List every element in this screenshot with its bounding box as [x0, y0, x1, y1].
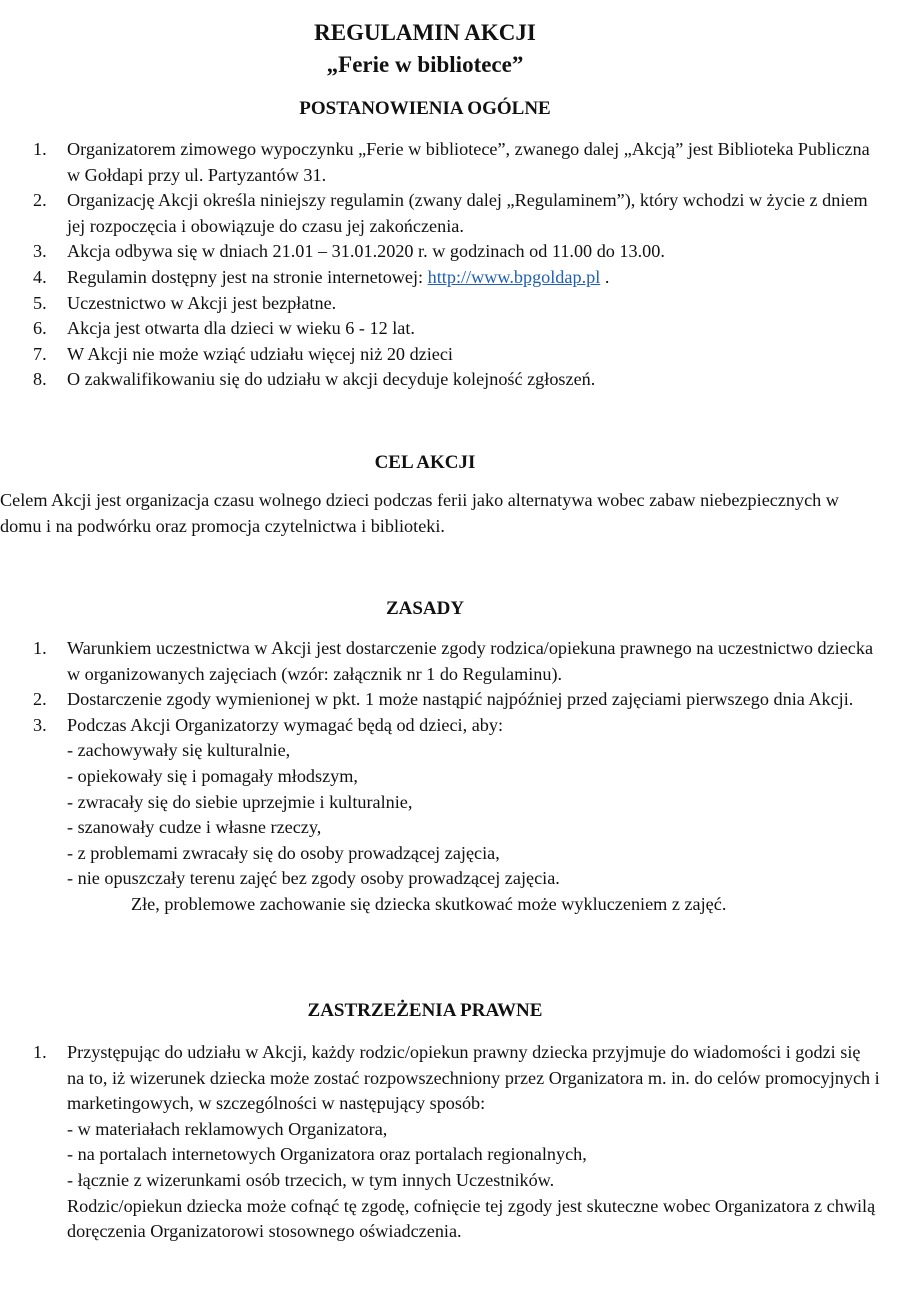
section-heading-rules: ZASADY	[385, 598, 465, 619]
list-item-number: 3.	[33, 714, 47, 735]
general-provisions-list	[0, 137, 880, 393]
list-item-text: Warunkiem uczestnictwa w Akcji jest dostarczenie zgody rodzica/opiekuna prawnego na uczestnictwo dziecka w organizowanych zajęciach (wzór: załącznik nr 1 do Regulaminu).	[67, 638, 874, 684]
list-item-number: 1.	[33, 1042, 47, 1062]
list-item-text: O zakwalifikowaniu się do udziału w akcji decyduje kolejność zgłoszeń.	[67, 369, 596, 390]
document-title-line2: „Ferie w bibliotece”	[326, 52, 524, 77]
sub-list-item: - w materiałach reklamowych Organizatora,	[67, 1118, 388, 1139]
list-item-text: Dostarczenie zgody wymienionej w pkt. 1 może nastąpić najpóźniej przed zajęciami pierwszego dnia Akcji.	[67, 689, 854, 710]
list-item	[0, 316, 880, 342]
list-item	[0, 367, 880, 393]
list-item-text: Akcja odbywa się w dniach 21.01 – 31.01.2020 r. w godzinach od 11.00 do 13.00.	[67, 241, 665, 262]
list-item	[0, 137, 880, 188]
list-item-number: 2.	[33, 689, 47, 710]
list-item-number: 4.	[33, 266, 47, 287]
section-heading-goal: CEL AKCJI	[374, 452, 476, 473]
document-title-line1: REGULAMIN AKCJI	[314, 20, 536, 45]
list-item-text: W Akcji nie może wziąć udziału więcej niż 20 dzieci	[67, 343, 453, 364]
list-item	[0, 239, 880, 265]
list-item-text: Organizację Akcji określa niniejszy regulamin (zwany dalej „Regulaminem”), który wchodzi w życie z dniem jej rozpoczęcia i obowiązuje do czasu jej zakończenia.	[67, 190, 868, 236]
list-item	[0, 636, 880, 687]
website-link[interactable]: http://www.bpgoldap.pl	[427, 266, 601, 287]
list-item-number: 7.	[33, 343, 47, 364]
list-item-number: 3.	[33, 241, 47, 262]
sub-list-item: - na portalach internetowych Organizatora oraz portalach regionalnych,	[67, 1144, 587, 1165]
section-heading-general: POSTANOWIENIA OGÓLNE	[299, 98, 551, 119]
list-item-number: 5.	[33, 292, 47, 313]
goal-paragraph: Celem Akcji jest organizacja czasu wolnego dzieci podczas ferii jako alternatywa wobec zabaw niebezpiecznych w domu i na podwórku oraz promocja czytelnictwa i biblioteki.	[0, 490, 839, 536]
sub-list-item: - nie opuszczały terenu zajęć bez zgody osoby prowadzącej zajęcia.	[67, 868, 560, 889]
list-item-text-prefix: Regulamin dostępny jest na stronie internetowej:	[67, 266, 428, 287]
list-item	[0, 265, 880, 291]
list-item-text: Przystępując do udziału w Akcji, każdy rodzic/opiekun prawny dziecka przyjmuje do wiadomości i godzi się na to, iż wizerunek dziecka może zostać rozpowszechniony przez Organizatora m. in. do celów promocyjnych i marketingowych, w szczególności w następujący sposób:	[67, 1042, 880, 1114]
sub-list-item: - zwracały się do siebie uprzejmie i kulturalnie,	[67, 791, 413, 812]
list-item-text: Podczas Akcji Organizatorzy wymagać będą od dzieci, aby:	[67, 714, 504, 735]
list-item-number: 6.	[33, 318, 47, 339]
sub-list-item: - opiekowały się i pomagały młodszym,	[67, 765, 358, 786]
sub-list-item: - łącznie z wizerunkami osób trzecich, w tym innych Uczestników.	[67, 1169, 555, 1190]
section-heading-legal: ZASTRZEŻENIA PRAWNE	[307, 1000, 543, 1021]
legal-list	[0, 1040, 880, 1245]
sub-list-item: - z problemami zwracały się do osoby prowadzącej zajęcia,	[67, 842, 500, 863]
list-item-text: Akcja jest otwarta dla dzieci w wieku 6 - 12 lat.	[67, 318, 415, 339]
list-item	[0, 1040, 880, 1245]
list-item-text: Organizatorem zimowego wypoczynku „Ferie w bibliotece”, zwanego dalej „Akcją” jest Biblioteka Publiczna w Gołdapi przy ul. Partyzantów 31.	[67, 139, 870, 185]
list-item-text: Uczestnictwo w Akcji jest bezpłatne.	[67, 292, 337, 313]
list-item-text-suffix: .	[600, 266, 610, 287]
list-item-number: 2.	[33, 190, 47, 211]
rules-closing-note: Złe, problemowe zachowanie się dziecka skutkować może wykluczeniem z zajęć.	[131, 893, 727, 914]
list-item-number: 8.	[33, 369, 47, 390]
list-item	[0, 713, 880, 918]
list-item	[0, 342, 880, 368]
rules-list	[0, 636, 880, 918]
legal-closing-note: Rodzic/opiekun dziecka może cofnąć tę zgodę, cofnięcie tej zgody jest skuteczne wobec Organizatora z chwilą doręczenia Organizatorowi stosownego oświadczenia.	[67, 1195, 876, 1242]
list-item	[0, 188, 880, 239]
list-item-number: 1.	[33, 638, 47, 658]
sub-list-item: - zachowywały się kulturalnie,	[67, 740, 291, 761]
list-item-number: 1.	[33, 139, 47, 159]
sub-list-item: - szanowały cudze i własne rzeczy,	[67, 817, 322, 838]
list-item	[0, 291, 880, 317]
list-item	[0, 687, 880, 713]
